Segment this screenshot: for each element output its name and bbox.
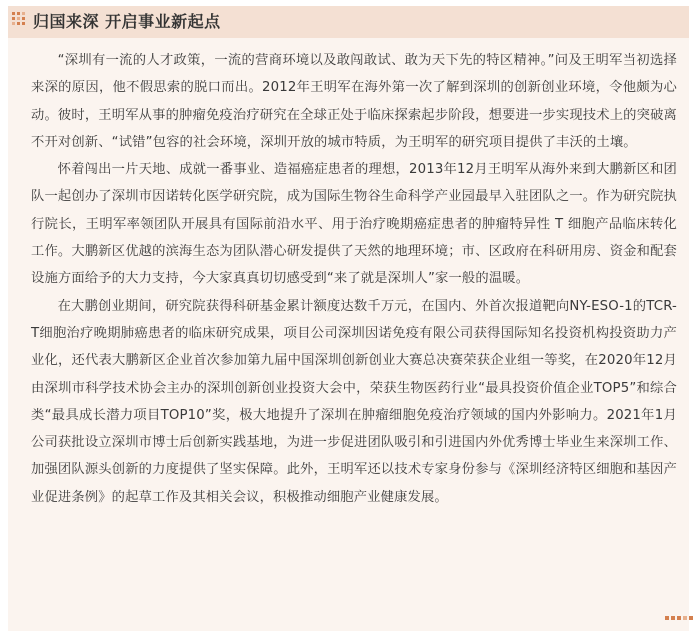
decorative-grid-icon bbox=[12, 12, 25, 25]
article-body bbox=[31, 47, 677, 511]
paragraph: 在大鹏创业期间，研究院获得科研基金累计额度达数千万元，在国内、外首次报道靶向NY-ESO-1的TCR-T细胞治疗晚期肺癌患者的临床研究成果，项目公司深圳因诺免疫有限公司获得国际知名投资机构投资助力产业化，还代表大鹏新区企业首次参加第九届中国深圳创新创业大赛总决赛荣获企业组一等奖，在2020年12月由深圳市科学技术协会主办的深圳创新创业投资大会中，荣获生物医药行业“最具投资价值企业TOP5”和综合类“最具成长潜力项目TOP10”奖，极大地提升了深圳在肿瘤细胞免疫治疗领域的国内外影响力。2021年1月公司获批设立深圳市博士后创新实践基地，为进一步促进团队吸引和引进国内外优秀博士毕业生来深圳工作、加强团队源头创新的力度提供了坚实保障。此外，王明军还以技术专家身份参与《深圳经济特区细胞和基因产业促进条例》的起草工作及其相关会议，积极推动细胞产业健康发展。 bbox=[31, 298, 677, 505]
section-header bbox=[8, 6, 689, 38]
section-title: 归国来深 开启事业新起点 bbox=[33, 12, 221, 31]
paragraph: 怀着闯出一片天地、成就一番事业、造福癌症患者的理想，2013年12月王明军从海外来到大鹏新区和团队一起创办了深圳市因诺转化医学研究院，成为国际生物谷生命科学产业园最早入驻团队之一。作为研究院执行院长，王明军率领团队开展具有国际前沿水平、用于治疗晚期癌症患者的肿瘤特异性 T 细胞产品临床转化工作。大鹏新区优越的滨海生态为团队潜心研发提供了天然的地理环境；市、区政府在科研用房、资金和配套设施方面给予的大力支持，今大家真真切切感受到“来了就是深圳人”家一般的温暖。 bbox=[31, 162, 677, 287]
paragraph: “深圳有一流的人才政策，一流的营商环境以及敢闯敢试、敢为天下先的特区精神。”问及王明军当初选择来深的原因，他不假思索的脱口而出。2012年王明军在海外第一次了解到深圳的创新创业环境，令他颇为心动。彼时，王明军从事的肿瘤免疫治疗研究在全球正处于临床探索起步阶段，想要进一步实现技术上的突破离不开对创新、“试错”包容的社会环境，深圳开放的城市特质，为王明军的研究项目提供了丰沃的土壤。 bbox=[31, 53, 677, 150]
article-card bbox=[8, 6, 689, 631]
decorative-dots-icon bbox=[665, 616, 693, 620]
